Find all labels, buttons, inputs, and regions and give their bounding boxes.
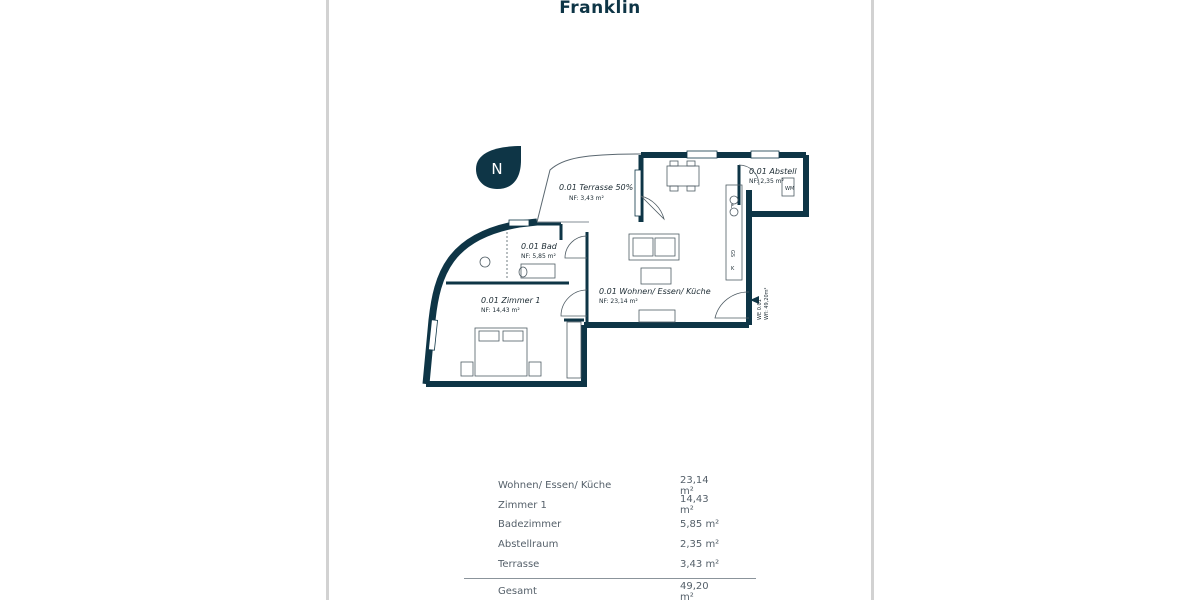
room-area-bad: NF: 5,85 m² — [521, 253, 556, 260]
north-badge — [476, 146, 521, 189]
summary-total-value: 49,20 m² — [680, 580, 709, 603]
room-name-zimmer: 0.01 Zimmer 1 — [481, 296, 541, 305]
fixture-gs: GS — [729, 250, 735, 258]
summary-label: Zimmer 1 — [498, 499, 547, 511]
floor-plan-page — [326, 0, 874, 603]
summary-total-label: Gesamt — [498, 586, 537, 598]
summary-row — [464, 496, 756, 516]
room-name-abstell: 0.01 Abstell — [749, 167, 797, 176]
summary-value: 5,85 m² — [680, 519, 720, 531]
north-label: N — [491, 160, 503, 178]
room-name-terrace: 0.01 Terrasse 50% — [559, 183, 634, 192]
room-area-zimmer: NF: 14,43 m² — [481, 307, 520, 314]
fixture-f: F — [731, 204, 734, 210]
summary-row — [464, 554, 756, 574]
summary-total-row — [464, 578, 756, 602]
entrance-area: Wfl: 49,20m² — [764, 287, 770, 320]
summary-label: Wohnen/ Essen/ Küche — [498, 480, 612, 492]
page-title: Franklin — [559, 0, 641, 18]
summary-row — [464, 515, 756, 535]
room-name-bad: 0.01 Bad — [521, 242, 557, 251]
summary-label: Badezimmer — [498, 519, 562, 531]
floor-plan — [329, 0, 871, 420]
room-name-wohnen: 0.01 Wohnen/ Essen/ Küche — [599, 287, 711, 296]
room-area-abstell: NF: 2,35 m² — [749, 178, 784, 185]
summary-label: Terrasse — [498, 558, 540, 570]
furniture — [461, 161, 794, 378]
area-summary-table — [464, 476, 756, 602]
room-area-terrace: NF: 3,43 m² — [569, 195, 604, 202]
summary-value: 14,43 m² — [680, 494, 709, 517]
summary-row — [464, 476, 756, 496]
summary-value: 23,14 m² — [680, 474, 709, 497]
summary-label: Abstellraum — [498, 539, 559, 551]
summary-row — [464, 535, 756, 555]
fixture-wm: WM — [785, 186, 795, 192]
summary-value: 3,43 m² — [680, 558, 720, 570]
fixture-k: K — [731, 266, 735, 272]
entrance-label: WE 0.01 — [757, 299, 763, 320]
room-area-wohnen: NF: 23,14 m² — [599, 298, 638, 305]
summary-value: 2,35 m² — [680, 539, 720, 551]
